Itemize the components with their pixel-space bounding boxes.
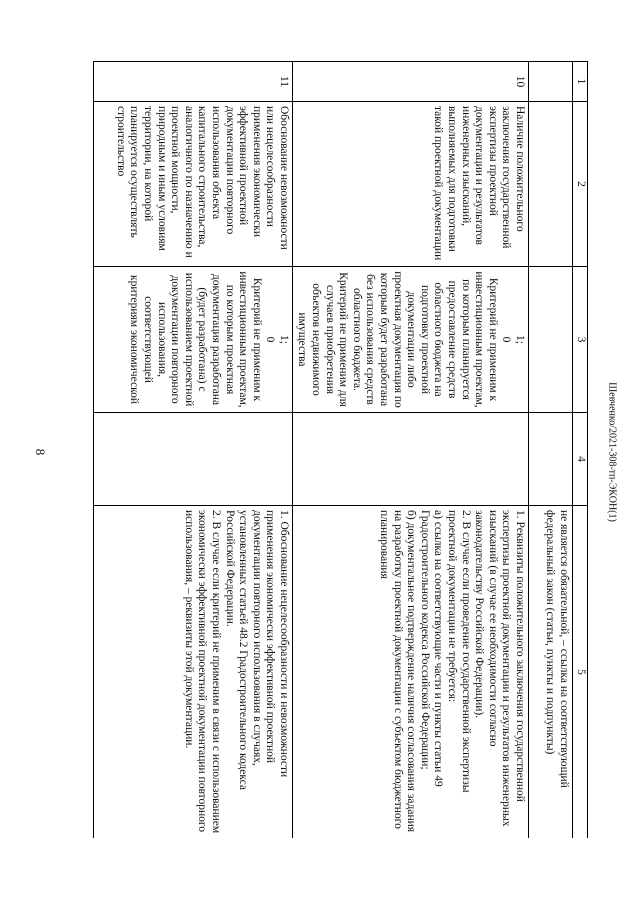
- continuation-cell-1: [529, 62, 573, 102]
- criteria-table: [93, 61, 588, 838]
- score-and-applicability: [94, 267, 293, 413]
- continuation-cell-4: [529, 413, 573, 506]
- column-4-cell: [94, 413, 293, 506]
- score-and-applicability: [292, 267, 528, 413]
- document-item: 1. Обоснование нецелесообразности и невозможности применения экономически эффективной проектной документации повторного использования в случаях, установленных статьей 48.2 Градостроительного кодекса Российской Федерации.: [223, 510, 290, 790]
- page-number: 8: [33, 448, 48, 456]
- header-col-5: 5: [573, 506, 588, 839]
- table-row-10: [292, 62, 528, 839]
- document-item: а) ссылка на соответствующие части и пункты статьи 49 Градостроительного кодекса Российской Федерации;: [418, 510, 445, 787]
- continuation-cell-2: [529, 102, 573, 267]
- row-number: 11: [94, 62, 293, 102]
- applicability-note: Критерий не применим к инвестиционным проектам, по которым проектная документация разработана (будет разработана) с использованием проектной документации повторного использования, соответствующей критериям экономической: [128, 271, 263, 408]
- continuation-cell-5: не является обязательной, – ссылка на соответствующий федеральный закон (статьи, пункты и подпункты): [529, 506, 573, 839]
- rotated-table-container: [93, 61, 588, 838]
- score-value-1: 1;: [277, 335, 290, 344]
- applicability-note: Критерий не применим к инвестиционным проектам, по которым планируется предоставление средств областного бюджета на подготовку проектной документации либо проектная документация по которым будет разработана без использования средств областного бюджета.: [350, 271, 499, 408]
- header-col-4: 4: [573, 413, 588, 506]
- supporting-documents: [292, 506, 528, 839]
- applicability-note: Критерий не применим для случаев приобретения объектов недвижимого имущества: [296, 272, 350, 407]
- table-header-row: [573, 62, 588, 839]
- table-row-11: [94, 62, 293, 839]
- continuation-cell-3: [529, 267, 573, 413]
- score-value-1: 1;: [514, 335, 526, 344]
- document-code: Шевченко/2021-308-тп-ЭКОН(1): [606, 382, 618, 522]
- document-item: 1. Реквизиты положительного заключения государственной экспертизы проектной документации и результатов инженерных изысканий (в случае ее необходимости согласно законодательству Российской Федерации).: [473, 510, 526, 827]
- criterion-name: Обоснование невозможности или нецелесообразности применения экономически эффективной проектной документации повторного использования объекта капитального строительства, аналогичного по назначению и проектной мощности, природным и иным условиям территории, на которой планируется осуществлять строительство: [94, 102, 293, 267]
- rotated-table-region: [93, 61, 588, 838]
- score-value-0: 0: [500, 336, 513, 343]
- document-item: б) документальное подтверждение наличия согласования задания на разработку проектной документации с субъектом бюджетного планирования: [378, 510, 418, 833]
- criterion-name: Наличие положительного заключения государственной экспертизы проектной документации и результатов инженерных изысканий, выполняемых для подготовки такой проектной документации: [292, 102, 528, 267]
- supporting-documents: [94, 506, 293, 839]
- row-number: 10: [292, 62, 528, 102]
- header-col-2: 2: [573, 102, 588, 267]
- continuation-row: [529, 62, 573, 839]
- column-4-cell: [292, 413, 528, 506]
- header-col-3: 3: [573, 267, 588, 413]
- header-col-1: 1: [573, 62, 588, 102]
- document-item: 2. В случае если критерий не применим в связи с использованием экономически эффективной проектной документации повторного использования, – реквизиты этой документации.: [182, 510, 222, 834]
- score-value-0: 0: [264, 336, 277, 343]
- document-item: 2. В случае если проведение государственной экспертизы проектной документации не требуется:: [446, 510, 472, 793]
